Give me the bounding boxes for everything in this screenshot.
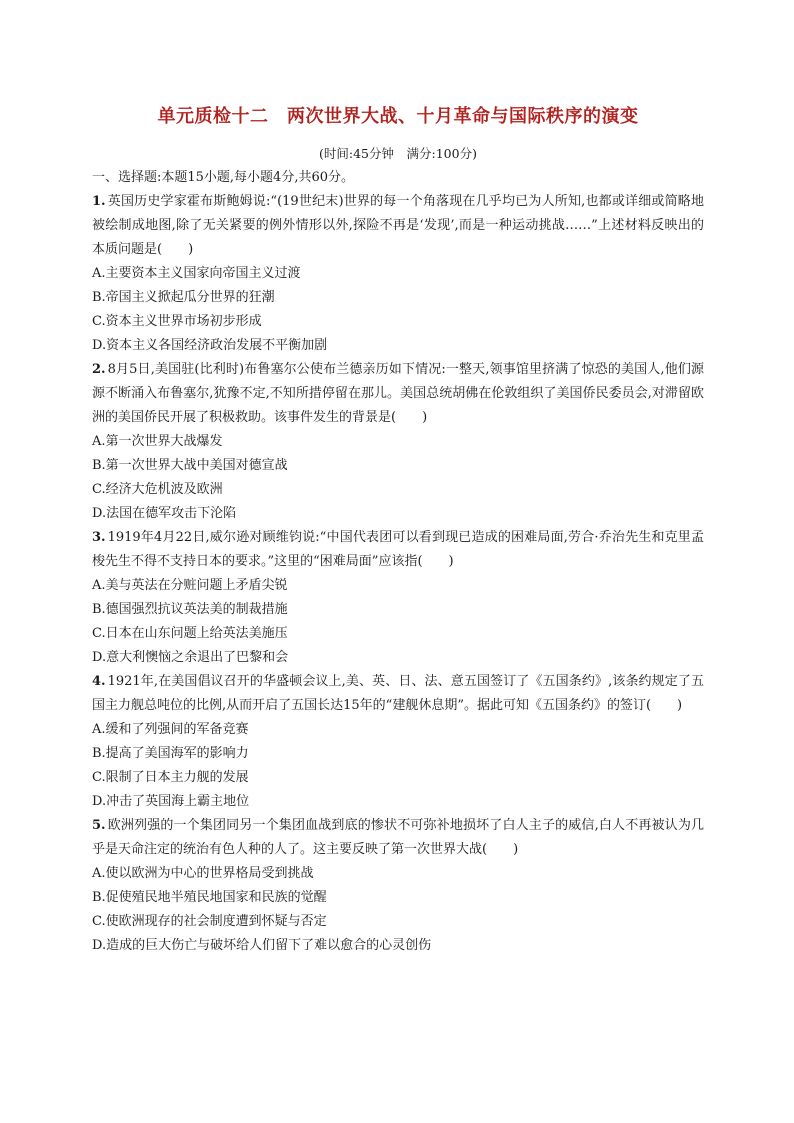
option-d: D.资本主义各国经济政治发展不平衡加剧 bbox=[92, 338, 328, 353]
option-a: A.使以欧洲为中心的世界格局受到挑战 bbox=[92, 866, 314, 881]
exam-time-score: (时间:45分钟 满分:100分) bbox=[319, 146, 477, 161]
question-text: 1919年4月22日,威尔逊对顾维钧说:“中国代表团可以看到现已造成的困难局面,劳合·乔治先生和克里孟梭先生不得不支持日本的要求。”这里的“困难局面”应该指( ) bbox=[92, 530, 704, 569]
option-a: A.美与英法在分赃问题上矛盾尖锐 bbox=[92, 578, 288, 593]
option-a: A.第一次世界大战爆发 bbox=[92, 434, 223, 449]
option-c: C.限制了日本主力舰的发展 bbox=[92, 770, 249, 785]
question-stem bbox=[92, 814, 704, 862]
question-5 bbox=[92, 814, 704, 958]
question-stem bbox=[92, 670, 704, 718]
option-b: B.德国强烈抗议英法美的制裁措施 bbox=[92, 602, 288, 617]
question-text: 英国历史学家霍布斯鲍姆说:“(19世纪末)世界的每一个角落现在几乎均已为人所知,也都或详细或简略地被绘制成地图,除了无关紧要的例外情形以外,探险不再是‘发现’,而是一种运动挑战……”上述材料反映出的本质问题是( ) bbox=[92, 194, 704, 257]
question-text: 1921年,在美国倡议召开的华盛顿会议上,美、英、日、法、意五国签订了《五国条约》,该条约规定了五国主力舰总吨位的比例,从而开启了五国长达15年的“建舰休息期”。据此可知《五国条约》的签订( ) bbox=[92, 674, 704, 713]
option-b: B.帝国主义掀起瓜分世界的狂潮 bbox=[92, 290, 275, 305]
option-d: D.冲击了英国海上霸主地位 bbox=[92, 794, 250, 809]
question-text: 欧洲列强的一个集团同另一个集团血战到底的惨状不可弥补地损坏了白人主子的威信,白人不再被认为几乎是天命注定的统治有色人种的人了。这主要反映了第一次世界大战( ) bbox=[92, 818, 704, 857]
question-number: 5. bbox=[92, 818, 106, 833]
option-b: B.提高了美国海军的影响力 bbox=[92, 746, 249, 761]
question-stem bbox=[92, 526, 704, 574]
option-b: B.促使殖民地半殖民地国家和民族的觉醒 bbox=[92, 890, 327, 905]
question-text: 8月5日,美国驻(比利时)布鲁塞尔公使布兰德亲历如下情况:一整天,领事馆里挤满了惊恐的美国人,他们源源不断涌入布鲁塞尔,犹豫不定,不知所措停留在那儿。美国总统胡佛在伦敦组织了美国侨民委员会,对滞留欧洲的美国侨民开展了积极救助。该事件发生的背景是( ) bbox=[92, 362, 704, 425]
option-c: C.使欧洲现存的社会制度遭到怀疑与否定 bbox=[92, 914, 327, 929]
exam-page bbox=[92, 104, 704, 958]
question-number: 2. bbox=[92, 362, 106, 377]
question-1 bbox=[92, 190, 704, 358]
section-heading: 一、选择题:本题15小题,每小题4分,共60分。 bbox=[92, 170, 354, 185]
question-3 bbox=[92, 526, 704, 670]
option-c: C.资本主义世界市场初步形成 bbox=[92, 314, 262, 329]
option-c: C.经济大危机波及欧洲 bbox=[92, 482, 223, 497]
option-a: A.缓和了列强间的军备竞赛 bbox=[92, 722, 249, 737]
option-c: C.日本在山东问题上给英法美施压 bbox=[92, 626, 288, 641]
question-number: 4. bbox=[92, 674, 106, 689]
option-b: B.第一次世界大战中美国对德宣战 bbox=[92, 458, 288, 473]
question-number: 1. bbox=[92, 194, 106, 209]
option-a: A.主要资本主义国家向帝国主义过渡 bbox=[92, 266, 301, 281]
page-title: 单元质检十二 两次世界大战、十月革命与国际秩序的演变 bbox=[157, 106, 639, 127]
option-d: D.造成的巨大伤亡与破坏给人们留下了难以愈合的心灵创伤 bbox=[92, 938, 432, 953]
option-d: D.意大利懊恼之余退出了巴黎和会 bbox=[92, 650, 289, 665]
question-4 bbox=[92, 670, 704, 814]
option-d: D.法国在德军攻击下沦陷 bbox=[92, 506, 237, 521]
question-stem bbox=[92, 358, 704, 430]
question-stem bbox=[92, 190, 704, 262]
question-2 bbox=[92, 358, 704, 526]
question-number: 3. bbox=[92, 530, 106, 545]
